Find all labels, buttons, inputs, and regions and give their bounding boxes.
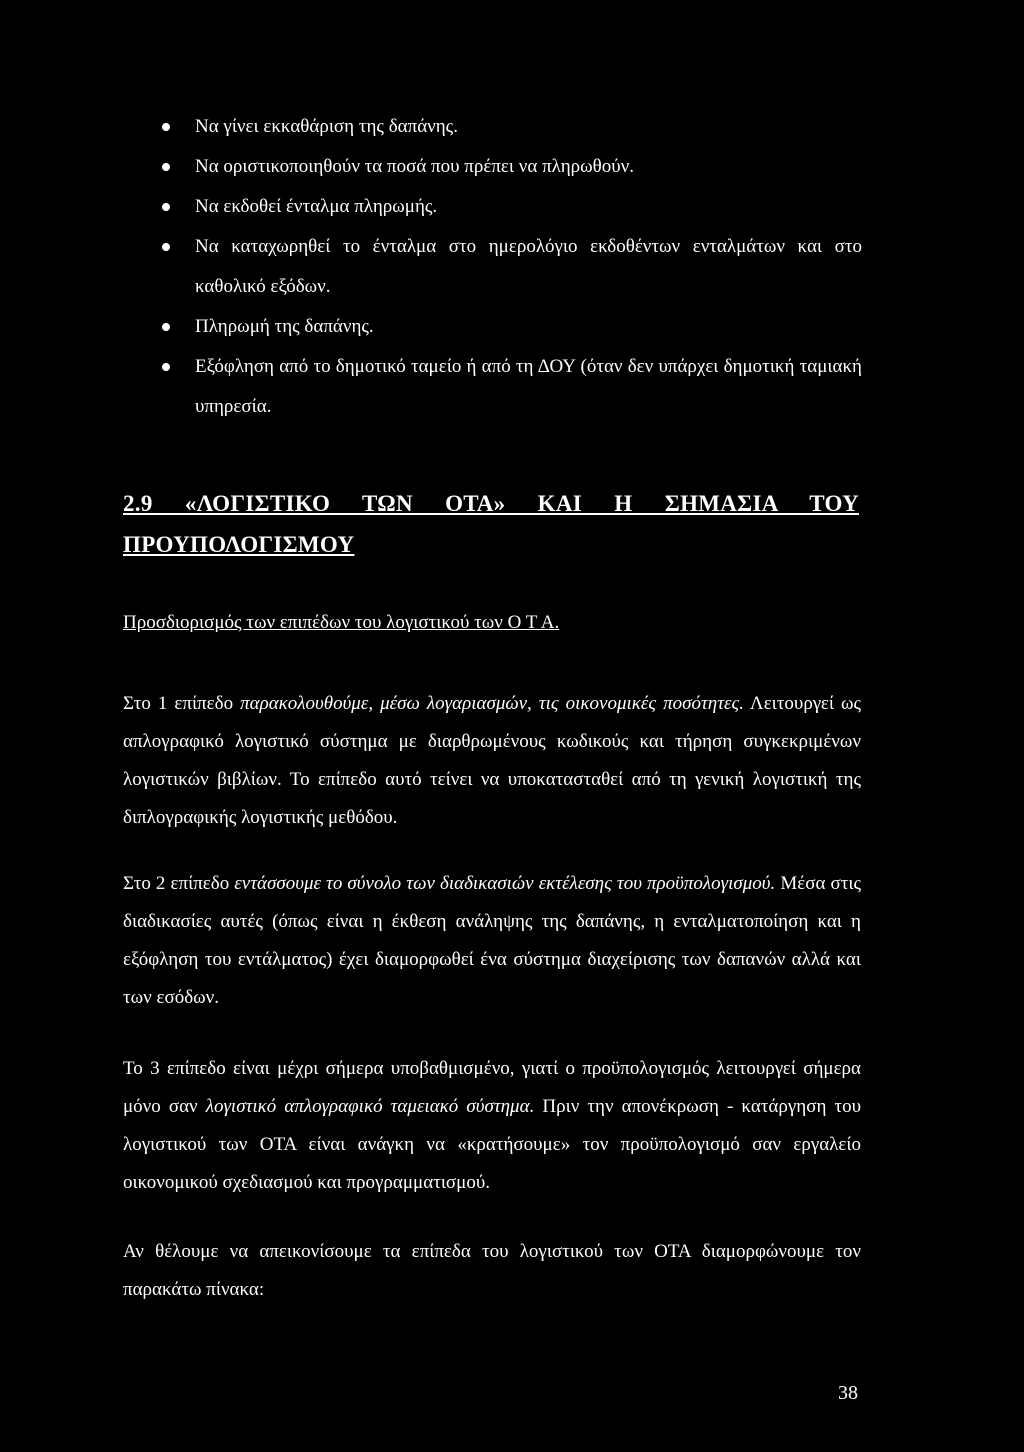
bullet-dot-icon [162,363,170,371]
bullet-dot-icon [162,323,170,331]
bullet-item [162,187,862,227]
paragraph-lead: Στο 2 επίπεδο [123,873,235,894]
bullet-text: Να εκδοθεί ένταλμα πληρωμής. [195,196,438,217]
paragraph-rest: Πριν την απονέκρωση - κατάργηση του λογιστικού των ΟΤΑ είναι ανάγκη να «κρατήσουμε» τον προϋπολογισμό σαν εργαλείο οικονομικού σχεδιασμού και προγραμματισμού. [123,1096,861,1193]
bullet-item [162,147,862,187]
bullet-text: Να καταχωρηθεί το ένταλμα στο ημερολόγιο εκδοθέντων ενταλμάτων και στο καθολικό εξόδων. [195,236,862,297]
paragraph-rest: Μέσα στις διαδικασίες αυτές (όπως είναι η έκθεση ανάληψης της δαπάνης, η ενταλματοποίηση και η εξόφληση του εντάλματος) έχει διαμορφωθεί ένα σύστημα διαχείρισης των δαπανών αλλά και των εσόδων. [123,873,861,1008]
bullet-dot-icon [162,243,170,251]
bullet-item [162,227,862,307]
section-heading: 2.9 «ΛΟΓΙΣΤΙΚΟ ΤΩΝ ΟΤΑ» ΚΑΙ Η ΣΗΜΑΣΙΑ ΤΟΥ ΠΡΟΥΠΟΛΟΓΙΣΜΟΥ [123,491,859,557]
bullet-item [162,107,862,147]
bullet-text: Εξόφληση από το δημοτικό ταμείο ή από τη ΔΟΥ (όταν δεν υπάρχει δημοτική ταμιακή υπηρεσία. [195,356,862,417]
paragraph-lead: Το 3 επίπεδο είναι μέχρι σήμερα υποβαθμισμένο, γιατί ο προϋπολογισμός λειτουργεί σήμερα μόνο σαν [123,1058,861,1117]
bullet-text: Να οριστικοποιηθούν τα ποσά που πρέπει να πληρωθούν. [195,156,634,177]
paragraph-level-3 [123,1050,861,1202]
paragraph-emphasis: παρακολουθούμε, μέσω λογαριασμών, τις οικονομικές ποσότητες. [240,693,744,714]
bullet-dot-icon [162,203,170,211]
bullet-item [162,307,862,347]
page-number: 38 [838,1382,858,1404]
paragraph-emphasis: λογιστικό απλογραφικό ταμειακό σύστημα. [205,1096,535,1117]
bullet-dot-icon [162,123,170,131]
paragraph-lead: Στο 1 επίπεδο [123,693,241,714]
paragraph-rest: Λειτουργεί ως απλογραφικό λογιστικό σύστημα με διαρθρωμένους κωδικούς και τήρηση συγκεκριμένων λογιστικών βιβλίων. Το επίπεδο αυτό τείνει να υποκατασταθεί από τη γενική λογιστική της διπλογραφικής λογιστικής μεθόδου. [123,693,862,828]
bullet-text: Πληρωμή της δαπάνης. [195,316,374,337]
paragraph-emphasis: εντάσσουμε το σύνολο των διαδικασιών εκτέλεσης του προϋπολογισμού. [234,873,776,894]
paragraph-table-intro: Αν θέλουμε να απεικονίσουμε τα επίπεδα του λογιστικού των ΟΤΑ διαμορφώνουμε τον παρακάτω πίνακα: [123,1241,861,1300]
paragraph-level-1 [123,685,861,837]
bullet-item [162,347,862,427]
subheading: Προσδιορισμός των επιπέδων του λογιστικού των Ο Τ Α. [123,612,560,633]
paragraph-level-2 [123,865,861,1017]
bullet-text: Να γίνει εκκαθάριση της δαπάνης. [195,116,458,137]
bullet-dot-icon [162,163,170,171]
